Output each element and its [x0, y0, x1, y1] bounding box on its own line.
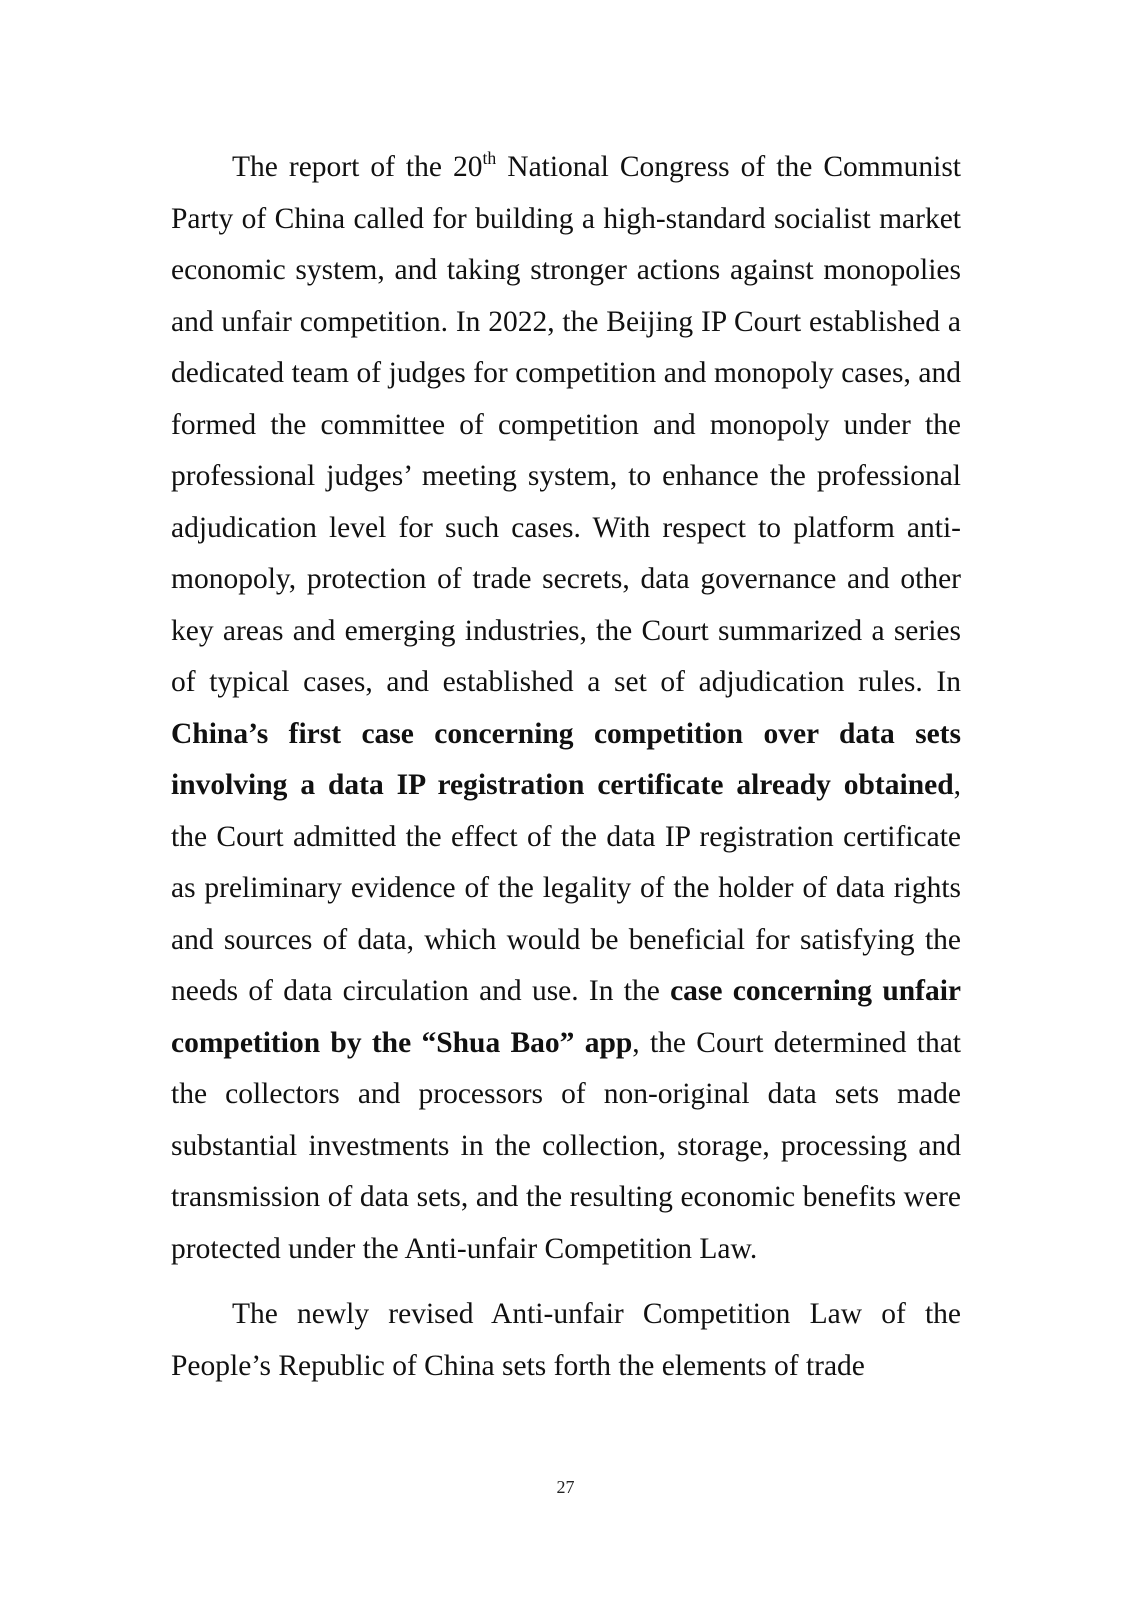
paragraph-1-text-cont-3: , the Court determined that the collectors and processors of non-original data sets made substantial investments in the collection, storage, processing and transmission of data sets, and the resulting economic benefits were protected under the Anti-unfair Competition Law. — [171, 1026, 961, 1265]
paragraph-1-text-cont: National Congress of the Communist Party of China called for building a high-standard socialist market economic system, and taking stronger actions against monopolies and unfair competition. In 2022, the Beijing IP Court established a dedicated team of judges for competition and monopoly cases, and formed the committee of competition and monopoly under the professional judges’ meeting system, to enhance the professional adjudication level for such cases. With respect to platform anti-monopoly, protection of trade secrets, data governance and other key areas and emerging industries, the Court summarized a series of typical cases, and established a set of adjudication rules. In — [171, 151, 962, 698]
page-number: 27 — [556, 1477, 575, 1497]
paragraph-congress-report — [171, 142, 961, 1275]
paragraph-1-text-cont-2: , the Court admitted the effect of the data IP registration certificate as preliminary evidence of the legality of the holder of data rights and sources of data, which would be beneficial for satisfying the needs of data circulation and use. In the — [171, 769, 961, 1007]
paragraph-2-text: The newly revised Anti-unfair Competition Law of the People’s Republic of China sets forth the elements of trade — [171, 1298, 961, 1382]
bold-case-title-shua-bao: case concerning unfair competition by the “Shua Bao” app — [171, 975, 961, 1059]
body-text — [171, 142, 961, 1392]
bold-case-title-data-sets: China’s first case concerning competition over data sets involving a data IP registration certificate already obtained — [171, 717, 961, 801]
paragraph-anti-unfair-competition-law — [171, 1289, 961, 1392]
ordinal-superscript: th — [482, 148, 497, 169]
paragraph-1-text: The report of the 20 — [232, 151, 483, 183]
